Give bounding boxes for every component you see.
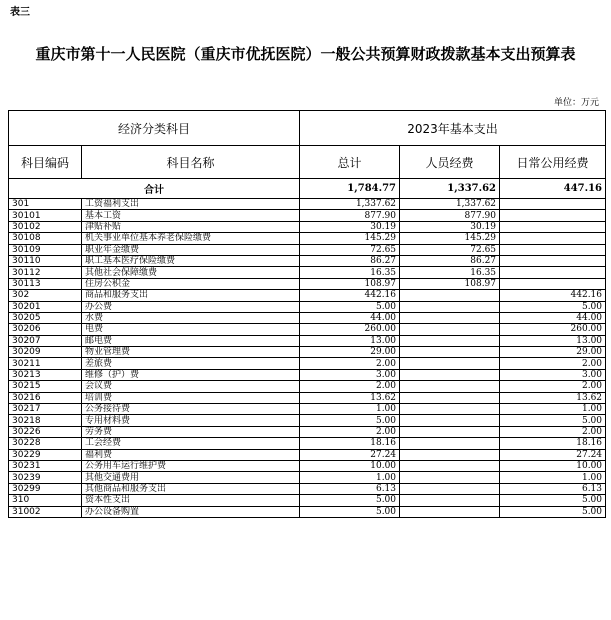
row-name: 其他商品和服务支出 xyxy=(82,483,300,494)
row-code: 31002 xyxy=(9,506,82,517)
row-code: 30231 xyxy=(9,460,82,471)
row-personnel: 72.65 xyxy=(400,244,500,255)
row-personnel xyxy=(400,449,500,460)
row-public: 29.00 xyxy=(500,347,606,358)
table-row xyxy=(9,278,606,289)
row-total: 260.00 xyxy=(300,324,400,335)
row-public xyxy=(500,210,606,221)
table-row xyxy=(9,415,606,426)
table-row xyxy=(9,460,606,471)
row-name: 基本工资 xyxy=(82,210,300,221)
row-public: 3.00 xyxy=(500,369,606,380)
row-personnel xyxy=(400,312,500,323)
table-row xyxy=(9,324,606,335)
row-total: 10.00 xyxy=(300,460,400,471)
table-row xyxy=(9,255,606,266)
page-title: 重庆市第十一人民医院（重庆市优抚医院）一般公共预算财政拨款基本支出预算表 xyxy=(35,45,576,63)
row-name: 职工基本医疗保险缴费 xyxy=(82,255,300,266)
row-name: 邮电费 xyxy=(82,335,300,346)
row-total: 6.13 xyxy=(300,483,400,494)
row-code: 30112 xyxy=(9,267,82,278)
row-code: 302 xyxy=(9,290,82,301)
row-total: 442.16 xyxy=(300,290,400,301)
row-personnel xyxy=(400,404,500,415)
row-total: 5.00 xyxy=(300,495,400,506)
row-personnel xyxy=(400,415,500,426)
row-personnel xyxy=(400,335,500,346)
row-personnel: 86.27 xyxy=(400,255,500,266)
row-personnel: 877.90 xyxy=(400,210,500,221)
row-personnel xyxy=(400,290,500,301)
table-body xyxy=(9,111,606,518)
table-number-label: 表三 xyxy=(10,7,30,18)
row-name: 职业年金缴费 xyxy=(82,244,300,255)
row-public xyxy=(500,199,606,210)
row-name: 其他社会保障缴费 xyxy=(82,267,300,278)
table-row xyxy=(9,404,606,415)
row-total: 1,337.62 xyxy=(300,199,400,210)
table-row xyxy=(9,221,606,232)
table-row xyxy=(9,358,606,369)
row-code: 30102 xyxy=(9,221,82,232)
row-name: 维修（护）费 xyxy=(82,369,300,380)
row-total: 877.90 xyxy=(300,210,400,221)
row-code: 30108 xyxy=(9,233,82,244)
row-public xyxy=(500,278,606,289)
table-row xyxy=(9,506,606,517)
row-total: 13.00 xyxy=(300,335,400,346)
table-row xyxy=(9,347,606,358)
table-row xyxy=(9,312,606,323)
row-personnel: 1,337.62 xyxy=(400,199,500,210)
row-code: 30206 xyxy=(9,324,82,335)
header-group-row xyxy=(9,111,606,146)
row-public: 44.00 xyxy=(500,312,606,323)
row-personnel xyxy=(400,495,500,506)
column-header-public: 日常公用经费 xyxy=(500,146,606,179)
row-total: 108.97 xyxy=(300,278,400,289)
row-public: 2.00 xyxy=(500,358,606,369)
row-public: 5.00 xyxy=(500,495,606,506)
row-public: 18.16 xyxy=(500,438,606,449)
row-code: 30216 xyxy=(9,392,82,403)
table-row xyxy=(9,472,606,483)
row-code: 30217 xyxy=(9,404,82,415)
table-row xyxy=(9,392,606,403)
row-total: 86.27 xyxy=(300,255,400,266)
row-public xyxy=(500,255,606,266)
row-code: 30218 xyxy=(9,415,82,426)
row-total: 27.24 xyxy=(300,449,400,460)
row-total: 16.35 xyxy=(300,267,400,278)
row-total: 145.29 xyxy=(300,233,400,244)
row-code: 30215 xyxy=(9,381,82,392)
row-personnel xyxy=(400,369,500,380)
row-public xyxy=(500,244,606,255)
column-header-total: 总计 xyxy=(300,146,400,179)
row-total: 13.62 xyxy=(300,392,400,403)
column-header-name: 科目名称 xyxy=(82,146,300,179)
row-code: 30229 xyxy=(9,449,82,460)
row-name: 会议费 xyxy=(82,381,300,392)
row-name: 公务用车运行维护费 xyxy=(82,460,300,471)
row-public: 2.00 xyxy=(500,426,606,437)
row-total: 30.19 xyxy=(300,221,400,232)
row-code: 30205 xyxy=(9,312,82,323)
row-total: 2.00 xyxy=(300,358,400,369)
row-personnel xyxy=(400,483,500,494)
row-public: 1.00 xyxy=(500,472,606,483)
row-code: 30101 xyxy=(9,210,82,221)
row-personnel xyxy=(400,358,500,369)
row-code: 30211 xyxy=(9,358,82,369)
budget-table xyxy=(8,110,606,518)
table-row xyxy=(9,426,606,437)
row-total: 1.00 xyxy=(300,404,400,415)
row-code: 30209 xyxy=(9,347,82,358)
table-row xyxy=(9,369,606,380)
row-public: 13.00 xyxy=(500,335,606,346)
row-personnel: 108.97 xyxy=(400,278,500,289)
row-name: 工会经费 xyxy=(82,438,300,449)
row-public: 5.00 xyxy=(500,415,606,426)
column-header-personnel: 人员经费 xyxy=(400,146,500,179)
row-name: 福利费 xyxy=(82,449,300,460)
row-personnel: 145.29 xyxy=(400,233,500,244)
row-public: 10.00 xyxy=(500,460,606,471)
row-public xyxy=(500,267,606,278)
row-name: 住房公积金 xyxy=(82,278,300,289)
row-public: 5.00 xyxy=(500,506,606,517)
table-row xyxy=(9,244,606,255)
table-row xyxy=(9,199,606,210)
total-personnel: 1,337.62 xyxy=(400,179,500,199)
row-name: 专用材料费 xyxy=(82,415,300,426)
row-public xyxy=(500,221,606,232)
row-code: 30201 xyxy=(9,301,82,312)
table-row xyxy=(9,335,606,346)
table-row xyxy=(9,483,606,494)
row-public: 260.00 xyxy=(500,324,606,335)
row-total: 1.00 xyxy=(300,472,400,483)
row-name: 资本性支出 xyxy=(82,495,300,506)
total-sum: 1,784.77 xyxy=(300,179,400,199)
row-name: 培训费 xyxy=(82,392,300,403)
row-personnel xyxy=(400,347,500,358)
table-row xyxy=(9,210,606,221)
row-public: 1.00 xyxy=(500,404,606,415)
unit-label: 单位：万元 xyxy=(553,98,599,108)
row-code: 30207 xyxy=(9,335,82,346)
row-name: 物业管理费 xyxy=(82,347,300,358)
row-name: 其他交通费用 xyxy=(82,472,300,483)
row-code: 30110 xyxy=(9,255,82,266)
row-name: 劳务费 xyxy=(82,426,300,437)
row-total: 5.00 xyxy=(300,415,400,426)
row-code: 30239 xyxy=(9,472,82,483)
row-total: 5.00 xyxy=(300,506,400,517)
table-row xyxy=(9,267,606,278)
row-code: 30228 xyxy=(9,438,82,449)
row-total: 29.00 xyxy=(300,347,400,358)
row-name: 公务接待费 xyxy=(82,404,300,415)
row-personnel: 30.19 xyxy=(400,221,500,232)
table-row xyxy=(9,438,606,449)
row-name: 商品和服务支出 xyxy=(82,290,300,301)
table-row xyxy=(9,381,606,392)
row-name: 差旅费 xyxy=(82,358,300,369)
row-code: 30299 xyxy=(9,483,82,494)
row-total: 3.00 xyxy=(300,369,400,380)
row-total: 2.00 xyxy=(300,381,400,392)
row-personnel: 16.35 xyxy=(400,267,500,278)
total-row xyxy=(9,179,606,199)
row-name: 办公设备购置 xyxy=(82,506,300,517)
row-personnel xyxy=(400,472,500,483)
row-public: 6.13 xyxy=(500,483,606,494)
row-public: 442.16 xyxy=(500,290,606,301)
row-total: 44.00 xyxy=(300,312,400,323)
row-personnel xyxy=(400,324,500,335)
row-personnel xyxy=(400,392,500,403)
row-name: 电费 xyxy=(82,324,300,335)
row-public: 27.24 xyxy=(500,449,606,460)
row-public xyxy=(500,233,606,244)
header-basic-expenditure-2023: 2023年基本支出 xyxy=(300,111,606,146)
row-code: 30113 xyxy=(9,278,82,289)
row-public: 5.00 xyxy=(500,301,606,312)
table-row xyxy=(9,301,606,312)
column-header-code: 科目编码 xyxy=(9,146,82,179)
row-personnel xyxy=(400,381,500,392)
row-code: 310 xyxy=(9,495,82,506)
header-economic-classification: 经济分类科目 xyxy=(9,111,300,146)
table-row xyxy=(9,495,606,506)
total-public: 447.16 xyxy=(500,179,606,199)
row-name: 机关事业单位基本养老保险缴费 xyxy=(82,233,300,244)
row-total: 5.00 xyxy=(300,301,400,312)
row-name: 工资福利支出 xyxy=(82,199,300,210)
row-personnel xyxy=(400,301,500,312)
row-code: 30226 xyxy=(9,426,82,437)
row-name: 水费 xyxy=(82,312,300,323)
row-code: 30213 xyxy=(9,369,82,380)
row-personnel xyxy=(400,438,500,449)
row-total: 2.00 xyxy=(300,426,400,437)
row-total: 18.16 xyxy=(300,438,400,449)
row-total: 72.65 xyxy=(300,244,400,255)
row-public: 2.00 xyxy=(500,381,606,392)
table-row xyxy=(9,449,606,460)
table-row xyxy=(9,290,606,301)
row-name: 办公费 xyxy=(82,301,300,312)
row-code: 301 xyxy=(9,199,82,210)
row-public: 13.62 xyxy=(500,392,606,403)
row-personnel xyxy=(400,506,500,517)
table-row xyxy=(9,233,606,244)
row-personnel xyxy=(400,460,500,471)
row-code: 30109 xyxy=(9,244,82,255)
row-personnel xyxy=(400,426,500,437)
row-name: 津贴补贴 xyxy=(82,221,300,232)
total-label: 合计 xyxy=(9,179,300,199)
header-column-row xyxy=(9,146,606,179)
